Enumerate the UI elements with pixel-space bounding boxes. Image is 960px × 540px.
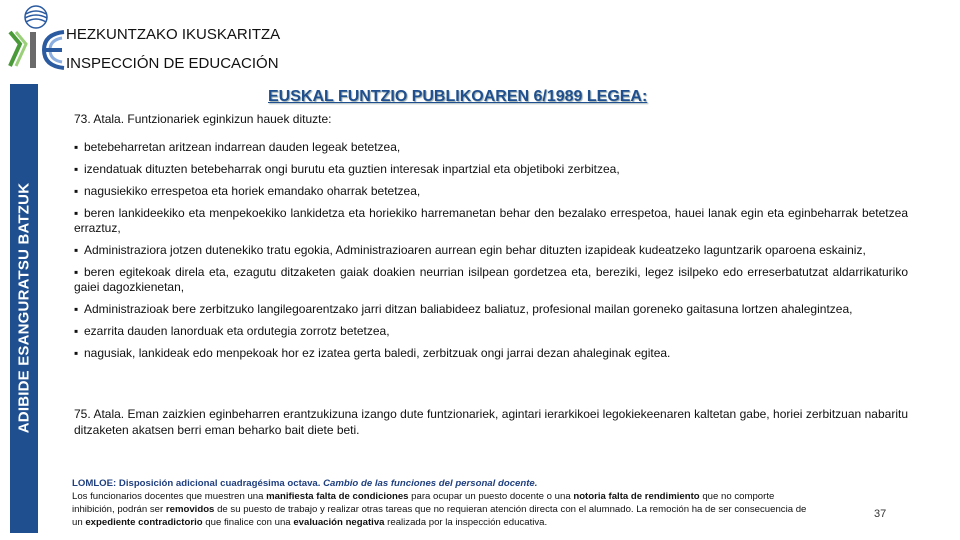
list-item: ▪ Administraziora jotzen dutenekiko tratu egokia, Administrazioaren aurrean egin behar dituzten izapideak kudeatzeko laguntzarik oparoena eskainiz, <box>74 243 866 257</box>
article-75-paragraph: 75. Atala. Eman zaizkien eginbeharren erantzukizuna izango dute funtzionariek, agintari ierarkikoei legokiekeenaren kaltetan gabe, horiei zerbitzuan nabaritu ditzaketen akatsen berri eman beharko bait diete beti. <box>74 407 908 437</box>
lomloe-emphasis: notoria falta de rendimiento <box>573 491 700 502</box>
lomloe-subtitle: Cambio de las funciones del personal docente. <box>323 478 538 489</box>
inspection-logo <box>4 4 68 74</box>
lomloe-emphasis: manifiesta falta de condiciones <box>266 491 409 502</box>
sidebar-label: ADIBIDE ESANGURATSU BATZUK <box>15 182 33 434</box>
lomloe-emphasis: removidos <box>165 504 215 515</box>
header-line-spanish: INSPECCIÓN DE EDUCACIÓN <box>66 55 279 72</box>
lomloe-note: LOMLOE: Disposición adicional cuadragésima octava. Cambio de las funciones del personal docente. Los funcionarios docentes que muestren una manifiesta falta de condiciones para ocupar un puesto docente o una notoria falta de rendimiento que no comporte inhibición, podrán ser removidos de su puesto de trabajo y realizar otras tareas que no requieran atención directa con el alumnado. La remoción ha de ser consecuencia de un expediente contradictorio que finalice con una evaluación negativa realizada por la inspección educativa. <box>72 478 807 528</box>
list-item: ▪ nagusiak, lankideak edo menpekoak hor ez izatea gerta baledi, zerbitzuak ongi jarrai dezan ahaleginak egitea. <box>74 346 671 360</box>
list-item: ▪ Administrazioak bere zerbitzuko langilegoarentzako jarri ditzan baliabideez baliatuz, profesional mailan goreneko gaitasuna lortzen ahalegintzea, <box>74 302 853 316</box>
square-bullet-icon: ▪ <box>74 140 79 154</box>
list-item: ▪ betebeharretan aritzean indarrean dauden legeak betetzea, <box>74 140 401 154</box>
lomloe-emphasis: expediente contradictorio <box>85 517 203 528</box>
list-item: ▪ izendatuak dituzten betebeharrak ongi burutu eta guztien interesak inpartzial eta objetiboki zerbitzea, <box>74 162 620 176</box>
square-bullet-icon: ▪ <box>74 243 79 257</box>
duties-list <box>74 140 908 368</box>
square-bullet-icon: ▪ <box>74 302 79 316</box>
list-item: ▪ beren egitekoak direla eta, ezagutu ditzaketen gaiak doakien neurrian isilpean gordetzea eta, bereziki, legez isilpeko edo erreserbatutzat aldarrikaturiko gaiei dagozkienetan, <box>74 265 908 294</box>
lomloe-emphasis: evaluación negativa <box>293 517 385 528</box>
lomloe-title: LOMLOE: Disposición adicional cuadragésima octava. <box>72 478 321 489</box>
square-bullet-icon: ▪ <box>74 324 79 338</box>
header-line-basque: HEZKUNTZAKO IKUSKARITZA <box>66 26 281 43</box>
page-title: EUSKAL FUNTZIO PUBLIKOAREN 6/1989 LEGEA: <box>268 88 648 105</box>
square-bullet-icon: ▪ <box>74 346 79 360</box>
list-item: ▪ ezarrita dauden lanorduak eta ordutegia zorrotz betetzea, <box>74 324 390 338</box>
list-item: ▪ beren lankideekiko eta menpekoekiko lankidetza eta horiekiko harremanetan behar den bezalako errespetoa, hauei lanak egin eta eginbeharrak betetzea erraztuz, <box>74 206 908 235</box>
square-bullet-icon: ▪ <box>74 162 79 176</box>
square-bullet-icon: ▪ <box>74 184 79 198</box>
square-bullet-icon: ▪ <box>74 206 79 220</box>
article-73-intro: 73. Atala. Funtzionariek eginkizun hauek dituzte: <box>74 112 332 126</box>
page-number: 37 <box>874 508 887 520</box>
list-item: ▪ nagusiekiko errespetoa eta horiek emandako oharrak betetzea, <box>74 184 421 198</box>
square-bullet-icon: ▪ <box>74 265 79 279</box>
